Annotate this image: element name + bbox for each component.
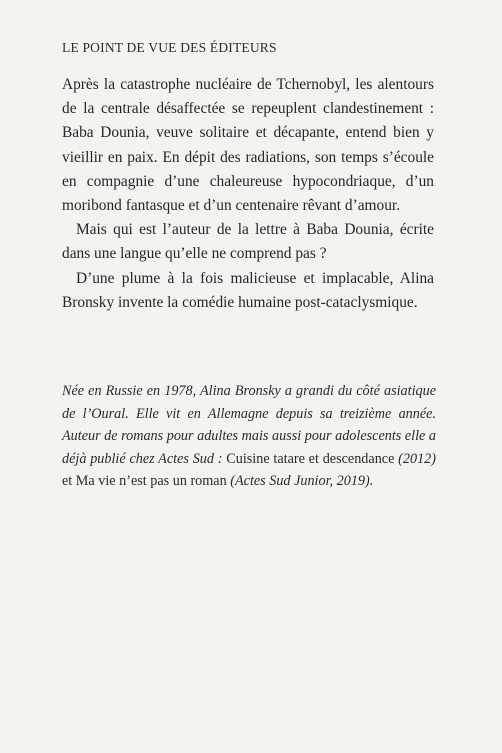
author-bio xyxy=(62,380,436,493)
bio-conjunction: et xyxy=(62,473,73,490)
blurb-paragraph-2: Mais qui est l’auteur de la lettre à Baba Dounia, écrite dans une langue qu’elle ne comprend pas ? xyxy=(62,221,434,263)
bio-book-title-2: Ma vie n’est pas un roman xyxy=(72,473,227,490)
bio-text-2: (2012) xyxy=(394,450,436,467)
blurb-paragraph-1: Après la catastrophe nucléaire de Tchernobyl, les alentours de la centrale désaffectée se repeuplent clandestinement : Baba Dounia, veuve solitaire et décapante, entend bien y vieillir en paix. En dépit des radiations, son temps s’écoule en compagnie d’une chaleureuse hypocondriaque, d’un moribond fantasque et d’un centenaire rêvant d’amour. xyxy=(62,76,434,215)
publisher-blurb xyxy=(62,73,434,315)
bio-book-title-1: Cuisine tatare et descendance xyxy=(226,450,395,467)
bio-text-3: (Actes Sud Junior, 2019). xyxy=(226,473,374,490)
author-bio-paragraph xyxy=(62,380,436,493)
blurb-paragraph-3: D’une plume à la fois malicieuse et implacable, Alina Bronsky invente la comédie humaine post-cataclysmique. xyxy=(62,269,434,311)
bio-text-1: Née en Russie en 1978, Alina Bronsky a grandi du côté asiatique de l’Oural. Elle vit en Allemagne depuis sa treizième année. Auteur de romans pour adultes mais aussi pour adolescents elle a déjà publié chez Actes Sud : xyxy=(62,383,436,467)
section-heading: LE POINT DE VUE DES ÉDITEURS xyxy=(62,40,277,55)
